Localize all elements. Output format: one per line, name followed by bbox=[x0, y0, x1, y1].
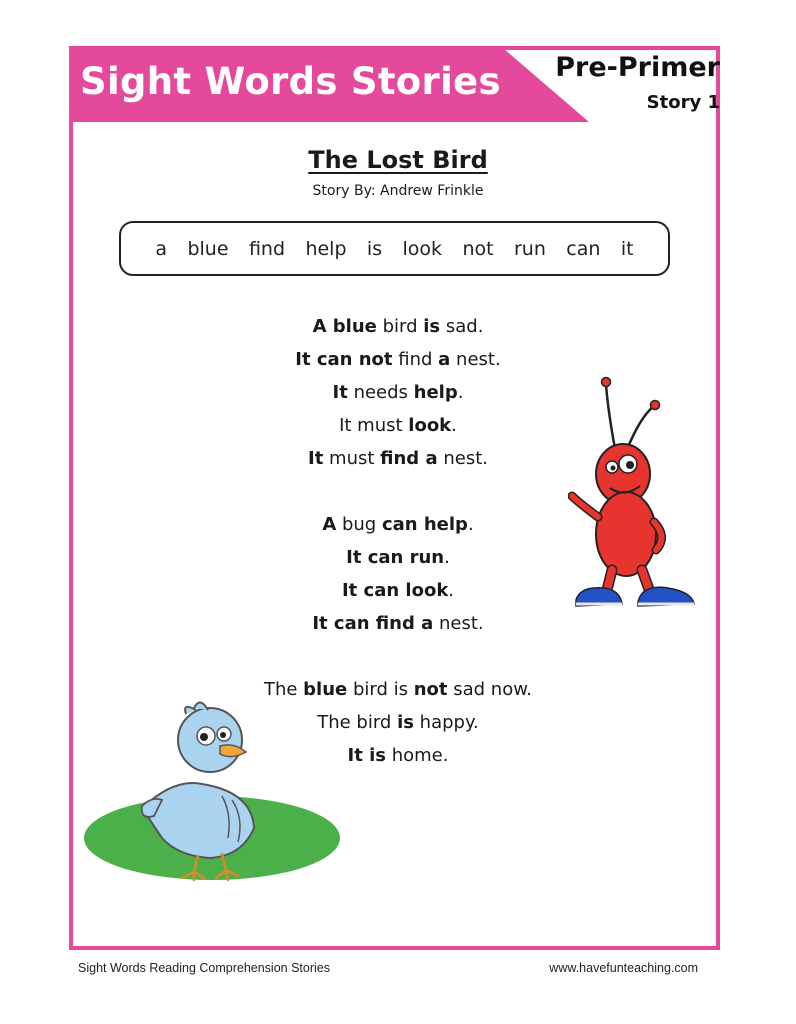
story-text: happy. bbox=[413, 712, 479, 733]
story-text: nest. bbox=[450, 349, 501, 370]
story-text: The bbox=[263, 679, 304, 700]
sight-word-highlight: A bbox=[322, 514, 337, 535]
level-label: Pre-Primer bbox=[555, 52, 720, 83]
sight-word: not bbox=[462, 237, 494, 260]
sight-word-highlight: It bbox=[332, 382, 348, 403]
sight-word: is bbox=[366, 237, 383, 260]
story-text: bird bbox=[376, 316, 424, 337]
sight-word-highlight: It bbox=[308, 448, 324, 469]
blue-bird-illustration bbox=[82, 688, 347, 888]
sight-word-highlight: is bbox=[423, 316, 441, 337]
sight-word-list bbox=[119, 221, 670, 276]
banner-title: Sight Words Stories bbox=[80, 60, 501, 103]
sight-word-highlight: is bbox=[397, 712, 414, 733]
story-text: needs bbox=[347, 382, 414, 403]
story-text: bird is bbox=[347, 679, 414, 700]
footer-series-name: Sight Words Reading Comprehension Stories bbox=[78, 961, 330, 975]
sight-word-highlight: find a bbox=[380, 448, 438, 469]
story-text: sad now. bbox=[447, 679, 533, 700]
story-text: . bbox=[451, 415, 457, 436]
story-text: . bbox=[457, 382, 464, 403]
sight-word-highlight: can help bbox=[381, 514, 468, 535]
sight-word: a bbox=[155, 237, 168, 260]
sight-word-highlight: It is bbox=[347, 745, 386, 766]
sight-word-highlight: look bbox=[408, 415, 452, 436]
story-text: must bbox=[323, 448, 381, 469]
bird-body bbox=[142, 702, 254, 858]
sight-word: it bbox=[620, 237, 634, 260]
story-number: Story 1 bbox=[646, 92, 720, 113]
story-title: The Lost Bird bbox=[308, 146, 488, 174]
footer-website: www.havefunteaching.com bbox=[549, 961, 698, 975]
story-text: . bbox=[444, 547, 450, 568]
sight-word-highlight: It can find a bbox=[312, 613, 434, 634]
sight-word-highlight: A blue bbox=[312, 316, 377, 337]
sight-word-highlight: It can look bbox=[341, 580, 449, 601]
sight-word: can bbox=[566, 237, 601, 260]
sight-word: help bbox=[305, 237, 347, 260]
story-text: nest. bbox=[433, 613, 484, 634]
story-text: find bbox=[392, 349, 439, 370]
story-byline: Story By: Andrew Frinkle bbox=[312, 183, 484, 199]
sight-word: look bbox=[402, 237, 443, 260]
bug-shoes bbox=[576, 587, 694, 606]
sight-word-highlight: It can run bbox=[346, 547, 445, 568]
sight-word-highlight: a bbox=[438, 349, 451, 370]
story-text: nest. bbox=[437, 448, 488, 469]
sight-word: find bbox=[248, 237, 286, 260]
sight-word: run bbox=[513, 237, 546, 260]
story-text: The bird bbox=[317, 712, 398, 733]
story-text: home. bbox=[385, 745, 449, 766]
sight-word-highlight: blue bbox=[303, 679, 348, 700]
story-text: sad. bbox=[440, 316, 484, 337]
sight-word-highlight: not bbox=[413, 679, 448, 700]
sight-word-highlight: help bbox=[413, 382, 458, 403]
story-text: . bbox=[448, 580, 455, 601]
story-line bbox=[0, 310, 796, 343]
story-text: . bbox=[467, 514, 474, 535]
red-bug-illustration bbox=[568, 372, 698, 617]
sight-word-highlight: It can not bbox=[295, 349, 393, 370]
sight-word: blue bbox=[187, 237, 229, 260]
story-text: It must bbox=[339, 415, 409, 436]
bug-antennae bbox=[602, 378, 660, 455]
story-text: bug bbox=[336, 514, 382, 535]
bug-body bbox=[572, 444, 662, 594]
